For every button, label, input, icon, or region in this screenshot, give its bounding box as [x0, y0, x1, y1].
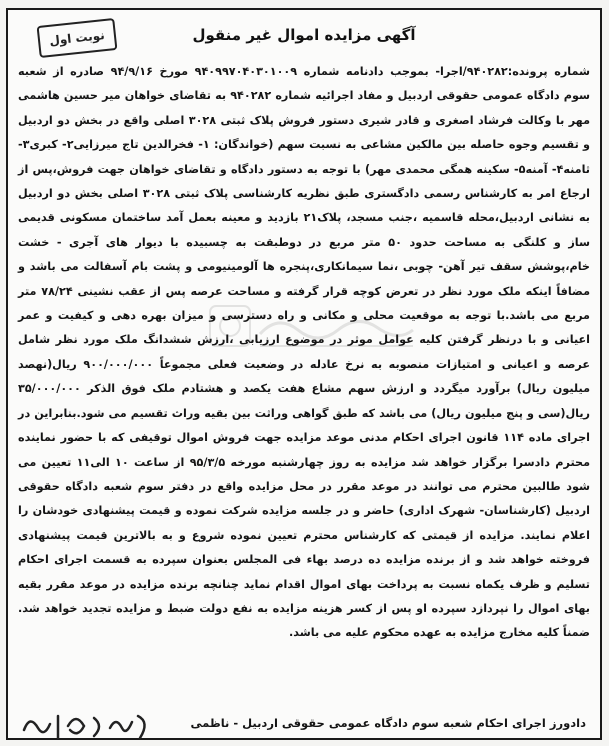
watermark-logo	[208, 300, 418, 360]
publication-stamp: نوبت اول	[37, 18, 118, 58]
notice-frame	[6, 8, 602, 740]
notice-body-paragraph: شماره پرونده:۹۴۰۲۸۲/اجرا- بموجب دادنامه شماره ۹۴۰۹۹۷۰۴۰۳۰۱۰۰۹ مورخ ۹۴/۹/۱۶ صادره از شعبه سوم دادگاه عمومی حقوقی اردبیل و مفاد اجرائیه شماره ۹۴۰۲۸۲ به تقاضای خواهان میر حسین هاشمی مهر با وکالت فرشاد اصغری و قادر شیری دستور فروش پلاک ثبتی ۳۰۲۸ اصلی واقع در بخش دو اردبیل و تقسیم وجوه حاصله بین مالکین مشاعی به نسبت سهم (خواندگان: ۱- فخرالدین تاج میرزایی۲- کبری۳- ثامنه۴- آمنه۵- سکینه همگی محمدی مهر) با توجه به دستور دادگاه و تقاضای خواهان جهت فروش،پس از ارجاع امر به کارشناس رسمی دادگستری طبق نظریه کارشناسی پلاک ثبتی ۳۰۲۸ اصلی بخش دو اردبیل به نشانی اردبیل،محله قاسمیه ،جنب مسجد، پلاک۲۱ بازدید و معینه بعمل آمد ساختمان مسکونی قدیمی ساز و کلنگی به مساحت حدود ۵۰ متر مربع در دوطبقت به چسبیده با دیوار های آجری - خشت خام،پوشش سقف تیر آهن- چوبی ،نما سیمانکاری،پنجره ها آلومینیومی و پشت بام آسفالت می باشد و مضافاً اینکه ملک مورد نظر در تعرض کوچه قرار گرفته و مساحت عرصه پس از عقب نشینی ۷۸/۲۴ متر مربع می باشد.با توجه به موقعیت محلی و مکانی و راه دسترسی و میزان بهره دهی و کیفیت و عمر اعیانی و با درنظر گرفتن کلیه عوامل موثر در موضوع ارزیابی ،ارزش ششدانگ ملک مورد نظر شامل عرصه و اعیانی و امتیازات منصوبه به نرخ عادله در وضعیت فعلی مجموعاً ۹۰۰/۰۰۰/۰۰۰ ریال(نهصد میلیون ریال) برآورد میگردد و ارزش سهم مشاع هفت یکصد و هشتادم ملک فوق الذکر ۳۵/۰۰۰/۰۰۰ ریال(سی و پنج میلیون ریال) می باشد که طبق گواهی وراثت بین بقیه وراث تقسیم می شود.بنابراین در اجرای ماده ۱۱۴ قانون اجرای احکام مدنی موعد مزایده جهت فروش اموال توقیفی که با حضور نماینده محترم دادسرا برگزار خواهد شد مزایده به روز چهارشنبه مورخه ۹۵/۳/۵ از ساعت ۱۰ الی۱۱ تعیین می شود طالبین محترم می توانند در موعد مقرر در محل مزایده واقع در دفتر سوم شعبه دادگاه حقوقی اردبیل (کارشناسان- شهرک اداری) حاضر و در جلسه مزایده شرکت نموده و قیمت پیشنهادی خودشان را اعلام نمایند. مزایده از قیمتی که کارشناس محترم تعیین نموده شروع و به بالاترین قیمت پیشنهادی فروخته خواهد شد و از برنده مزایده ده درصد بهاء فی المجلس بعنوان سپرده به قسمت اجرای احکام تسلیم و ظرف یکماه نسبت به پرداخت بهای اموال اقدام نماید چنانچه برنده مزایده در موعد مقرر بقیه بهای اموال را نپردازد سپرده او پس از کسر هزینه مزایده به نفع دولت ضبط و مزایده تجدید خواهد شد. ضمناً کلیه مخارج مزایده به عهده محکوم علیه می باشد.	[18, 65, 591, 640]
notice-header	[8, 16, 600, 56]
handwritten-number	[18, 708, 158, 742]
signature-line: دادورز اجرای احکام شعبه سوم دادگاه عمومی حقوقی اردبیل - ناظمی	[190, 716, 586, 730]
notice-title: آگهی مزایده اموال غیر منقول	[192, 26, 416, 44]
